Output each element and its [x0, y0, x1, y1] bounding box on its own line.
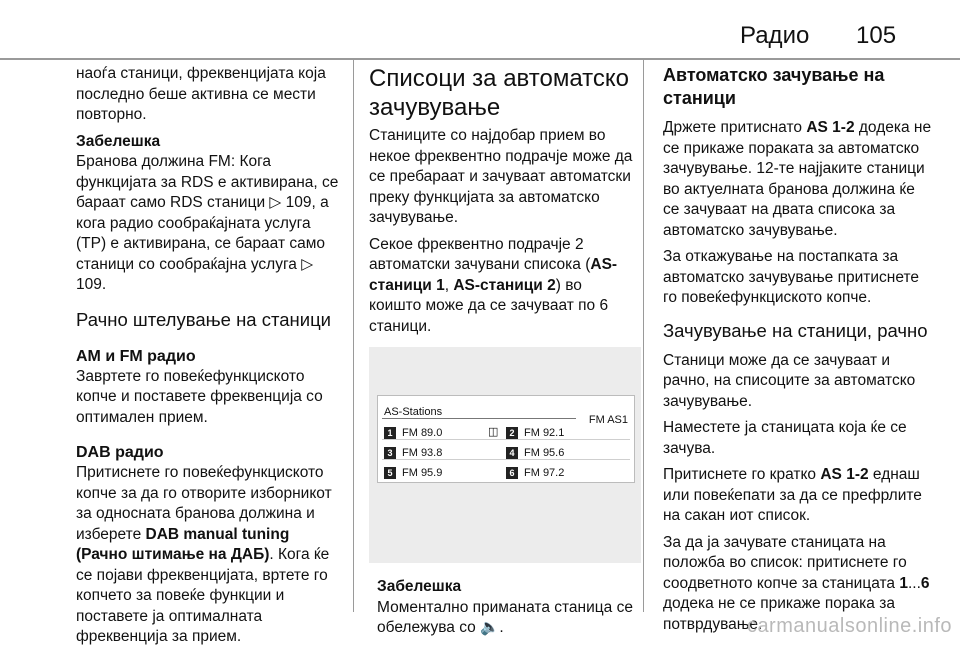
page-number: 105: [856, 22, 897, 49]
section-heading: Рачно штелување на станици: [76, 308, 332, 330]
column-divider: [643, 60, 644, 612]
column-2: [369, 64, 637, 645]
paragraph: Наместете ја станицата која ќе се зачува.: [663, 419, 907, 457]
station-slot: 2 FM 92.1: [506, 423, 564, 444]
station-slot: 6 FM 97.2: [506, 463, 564, 484]
paragraph: Притиснете го кратко AS 1-2 еднаш или повеќепати за да се префрлите на сакан иот список.: [663, 466, 922, 524]
note-text: Моментално приманата станица се обележува со 🔈.: [377, 598, 633, 636]
station-slot: 3 FM 93.8: [384, 443, 442, 464]
note-text: Бранова должина FM: Кога функцијата за RDS е активирана, се бараат само RDS станици ▷ 109, а кога радио сообраќајната услуга (TP) е активирана, се бараат само станици со сообраќајна услуга ▷ 109.: [76, 153, 339, 293]
section-title: Списоци за автоматско зачувување: [369, 65, 629, 121]
as-stations-screen-image: [369, 347, 641, 563]
station-slot: 4 FM 95.6: [506, 443, 564, 464]
column-3: [663, 64, 933, 641]
screen-band-tag: FM AS1: [588, 414, 628, 426]
ref-arrow-icon: ▷: [301, 255, 314, 273]
subheading-dab: DAB радио: [76, 444, 164, 461]
watermark: carmanualsonline.info: [746, 615, 952, 637]
section-heading: Зачувување на станици, рачно: [663, 319, 928, 341]
paragraph: наоѓа станици, фреквенцијата која последно беше активна се мести повторно.: [76, 65, 326, 123]
paragraph: За откажување на постапката за автоматско зачувување притиснете го повеќефункциското копче.: [663, 248, 919, 306]
subheading-am-fm: AM и FM радио: [76, 347, 196, 365]
column-1: [76, 64, 344, 654]
ref-arrow-icon: ▷: [269, 194, 282, 211]
section-title: Автоматско зачување на станици: [663, 65, 885, 108]
speaker-icon: 🔈: [480, 619, 500, 636]
page-header: [0, 0, 960, 58]
paragraph: Завртете го повеќефункциското копче и поставете фреквенција со оптимален прием.: [76, 367, 323, 426]
screen-heading: AS-Stations: [384, 406, 443, 418]
paragraph: Станици може да се зачуваат и рачно, на списоците за автоматско зачувување.: [663, 351, 916, 410]
note-label: Забелешка: [76, 132, 161, 150]
paragraph: Држете притиснато AS 1-2 додека не се прикаже пораката за автоматско зачувување. 12-те најјаките станици во актуелната бранова должина ќе се зачуваат на двата списока за автоматско зачувување.: [663, 119, 932, 239]
page-title: Радио: [740, 22, 810, 49]
paragraph: Станиците со најдобар прием во некое фреквентно подрачје може да се пребараат и зачуваат автоматски преку функцијата за автоматско зачувување.: [369, 127, 633, 226]
station-slot: 5 FM 95.9: [384, 463, 442, 484]
column-divider: [353, 60, 354, 612]
current-station-icon: ◫: [488, 426, 499, 438]
header-rule: [0, 58, 960, 60]
paragraph: Притиснете го повеќефункциското копче за да го отворите изборникот за односната бранова должина и изберете DAB manual tuning (Рачно штимање на ДАБ). Кога ќе се појави фреквенцијата, вртете го копчето за повеќе функции и поставете ја оптималната фреквенција за прием.: [76, 464, 332, 645]
station-slot: 1 FM 89.0: [384, 423, 442, 444]
paragraph: Секое фреквентно подрачје 2 автоматски зачувани списока (AS-станици 1, AS-станици 2) во коишто може да се зачуваат по 6 станици.: [369, 235, 618, 335]
paragraph: За да ја зачувате станицата на положба во список: притиснете го соодветното копче за станицата 1...6 додека не се прикаже порака за потврдување.: [663, 533, 930, 633]
as-stations-panel: [377, 395, 635, 483]
note-label: Забелешка: [377, 578, 462, 595]
